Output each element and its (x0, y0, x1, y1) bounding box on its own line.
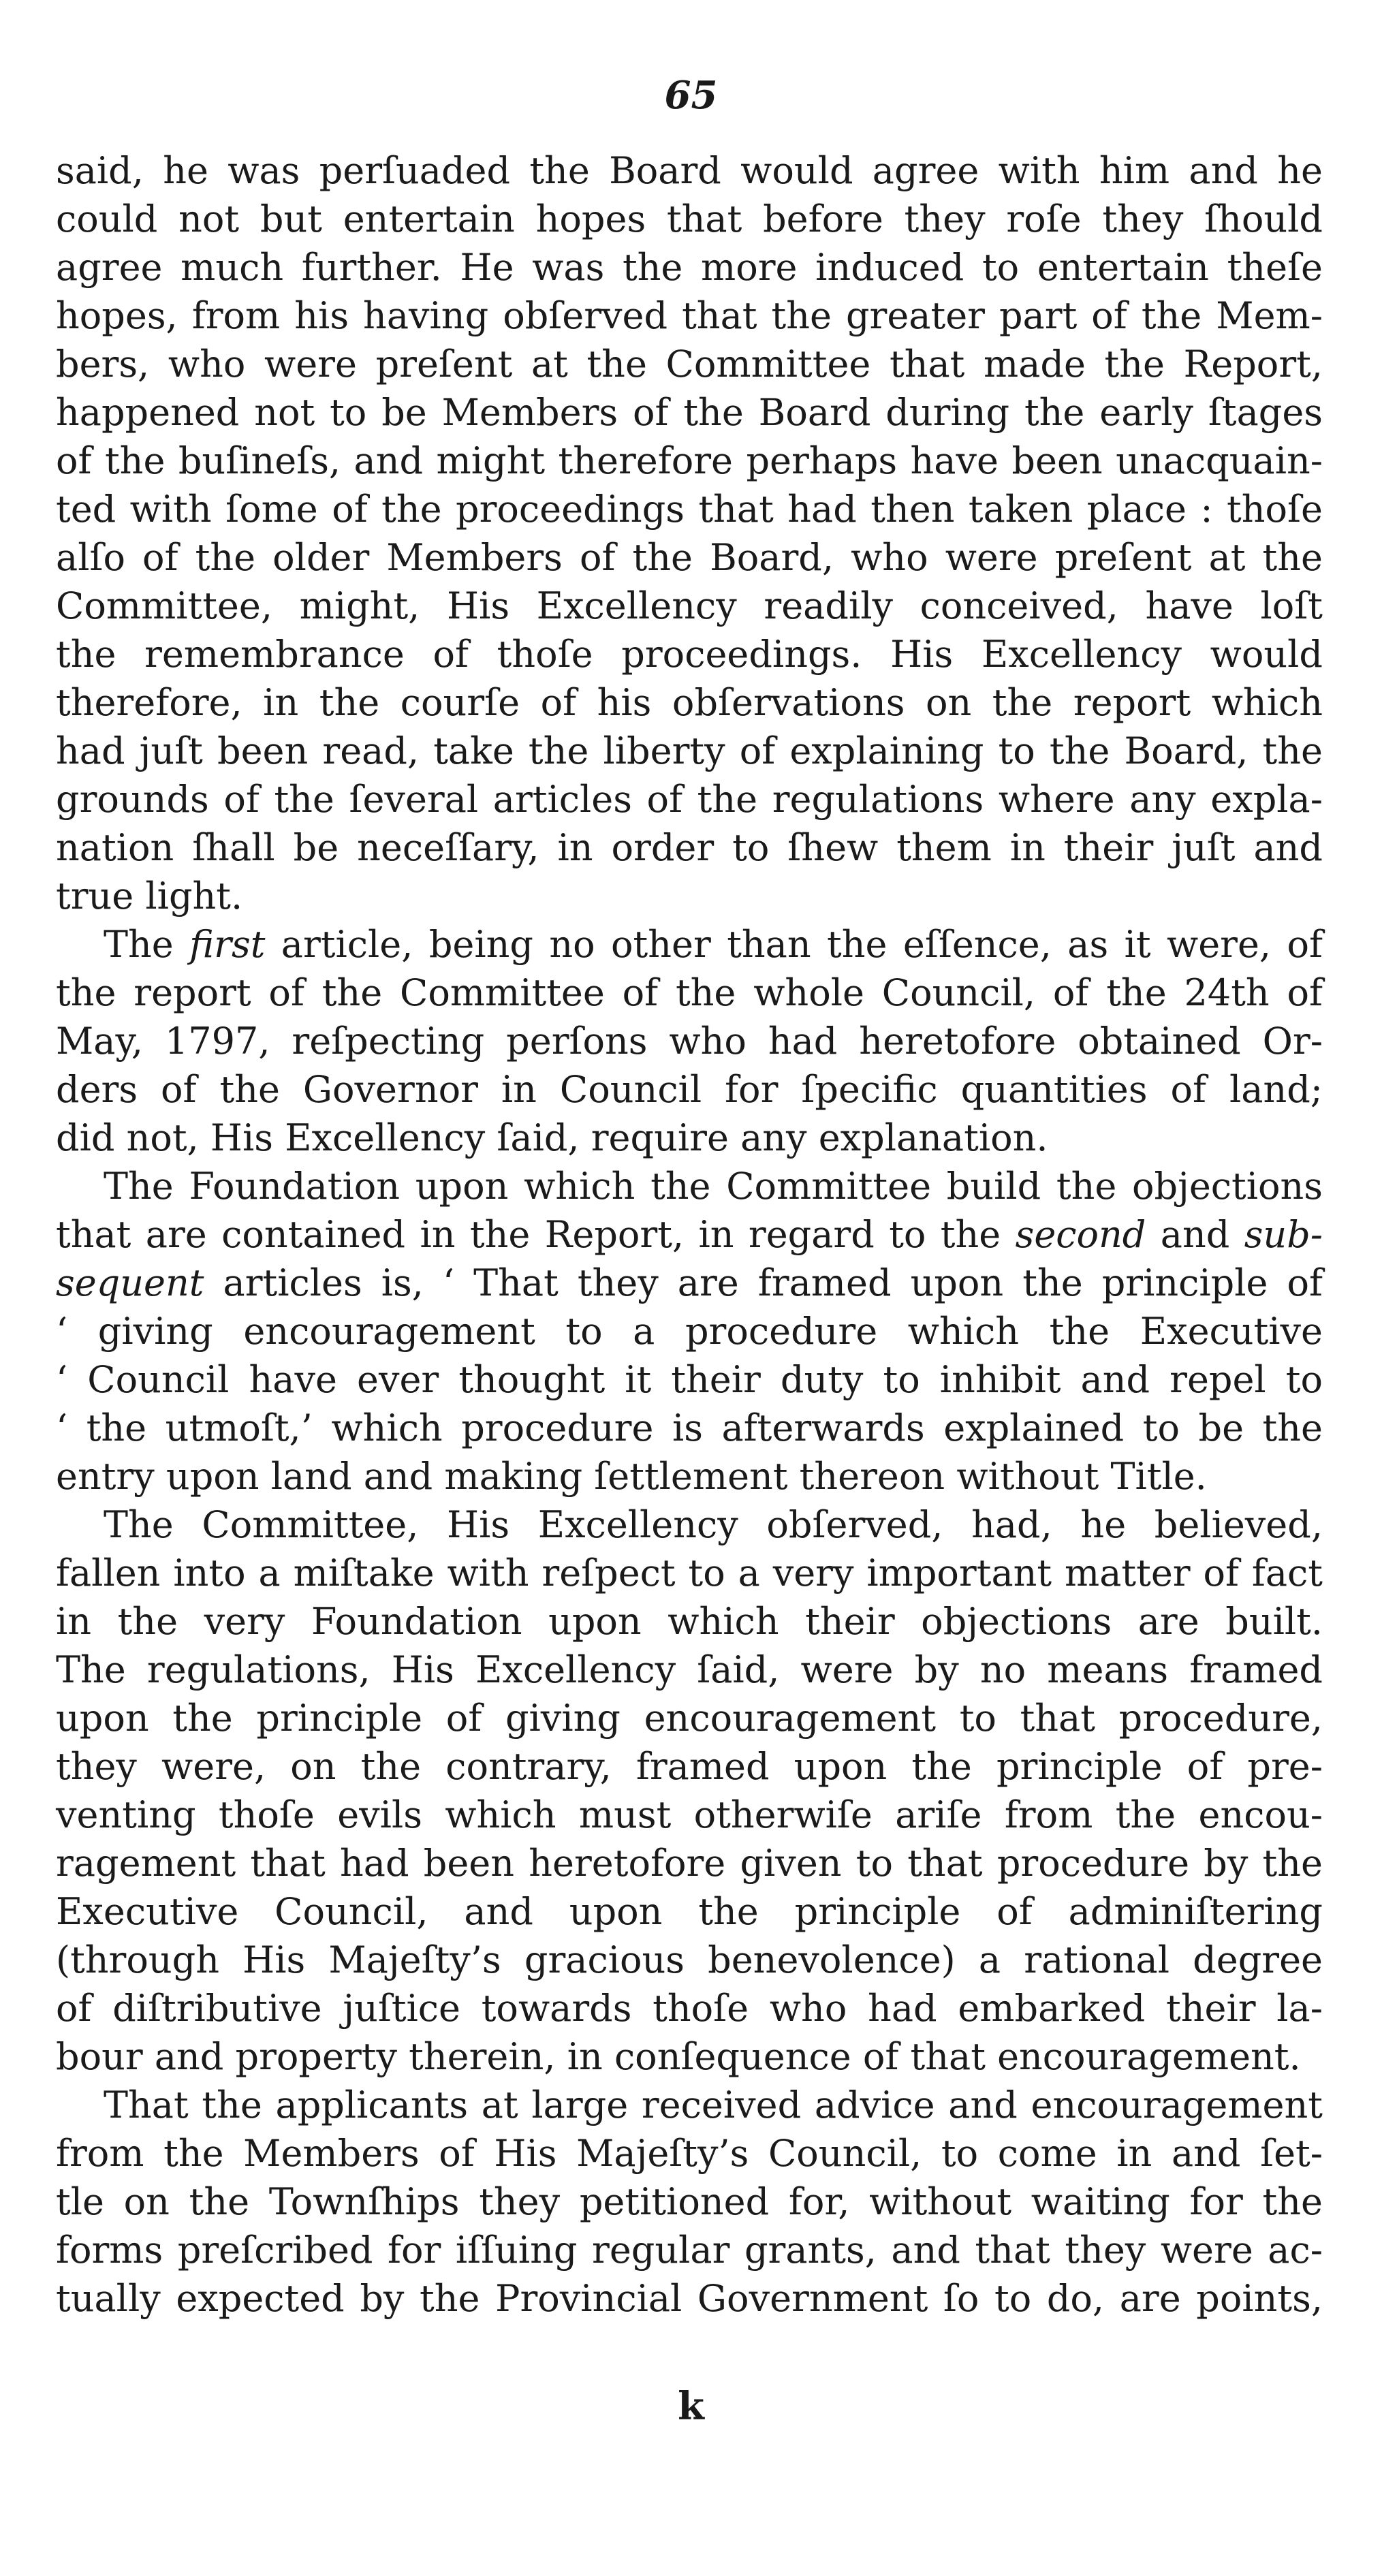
text-line: the remembrance of thoſe proceedings. His Excellency would (56, 633, 1323, 676)
text-line: ted with ſome of the proceedings that had then taken place : thoſe (56, 488, 1323, 531)
paragraph-2 (56, 920, 1323, 1162)
text-line: hopes, from his having obſerved that the greater part of the Mem- (56, 294, 1323, 337)
text-line: did not, His Excellency ſaid, require any explanation. (56, 1116, 1048, 1159)
text-line: forms preſcribed for iſſuing regular grants, and that they were ac- (56, 2229, 1323, 2272)
text-line: The first article, being no other than the eſſence, as it were, of (104, 923, 1323, 966)
text-line: of the buſineſs, and might therefore perhaps have been unacquain- (56, 439, 1323, 482)
text-line: The regulations, His Excellency ſaid, were by no means framed (56, 1648, 1323, 1691)
paragraph-1 (56, 146, 1323, 920)
text-line: could not but entertain hopes that before they roſe they ſhould (56, 198, 1323, 240)
text-line: The Foundation upon which the Committee build the objections (104, 1165, 1323, 1208)
text-line: Committee, might, His Excellency readily conceived, have loſt (56, 584, 1323, 627)
text-line: bers, who were preſent at the Committee that made the Report, (56, 343, 1323, 386)
body-text (56, 146, 1323, 2323)
page-number: 65 (664, 73, 718, 118)
text-line: had juſt been read, take the liberty of explaining to the Board, the (56, 729, 1323, 772)
text-line: they were, on the contrary, framed upon the principle of pre- (56, 1745, 1323, 1788)
text-line: venting thoſe evils which must otherwiſe ariſe from the encou- (56, 1793, 1323, 1836)
text-line: entry upon land and making ſettlement thereon without Title. (56, 1455, 1207, 1498)
signature-mark: k (678, 2384, 704, 2429)
text-line: therefore, in the courſe of his obſervations on the report which (56, 681, 1323, 724)
text-line: that are contained in the Report, in regard to the second and sub- (56, 1213, 1323, 1256)
text-line: ‘ Council have ever thought it their duty to inhibit and repel to (56, 1358, 1323, 1401)
paragraph-4 (56, 1501, 1323, 2081)
text-line: in the very Foundation upon which their objections are built. (56, 1600, 1323, 1643)
text-line: fallen into a miſtake with reſpect to a very important matter of fact (56, 1552, 1323, 1595)
text-line: ders of the Governor in Council for ſpecific quantities of land; (56, 1068, 1323, 1111)
text-line: Executive Council, and upon the principle of adminiſtering (56, 1890, 1323, 1933)
text-line: sequent articles is, ‘ That they are framed upon the principle of (56, 1261, 1323, 1304)
text-line: tle on the Townſhips they petitioned for, without waiting for the (56, 2180, 1323, 2223)
text-line: nation ſhall be neceſſary, in order to ſhew them in their juſt and (56, 826, 1323, 869)
text-line: That the applicants at large received advice and encouragement (104, 2084, 1323, 2126)
text-line: ragement that had been heretofore given to that procedure by the (56, 1842, 1323, 1885)
text-line: from the Members of His Majeſty’s Council, to come in and ſet- (56, 2132, 1323, 2175)
text-line: said, he was perſuaded the Board would agree with him and he (56, 149, 1323, 192)
text-line: The Committee, His Excellency obſerved, had, he believed, (104, 1503, 1323, 1546)
text-line: agree much further. He was the more induced to entertain theſe (56, 246, 1323, 289)
text-line: bour and property therein, in conſequence of that encouragement. (56, 2035, 1301, 2078)
text-line: ‘ the utmoſt,’ which procedure is afterwards explained to be the (56, 1407, 1323, 1449)
text-line: (through His Majeſty’s gracious benevolence) a rational degree (56, 1938, 1323, 1981)
text-line: alſo of the older Members of the Board, who were preſent at the (56, 536, 1323, 579)
text-line: of diſtributive juſtice towards thoſe who had embarked their la- (56, 1987, 1323, 2030)
text-line: happened not to be Members of the Board during the early ſtages (56, 391, 1323, 434)
text-line: tually expected by the Provincial Government ſo to do, are points, (56, 2277, 1323, 2320)
text-line: ‘ giving encouragement to a procedure which the Executive (56, 1310, 1323, 1353)
text-line: upon the principle of giving encouragement to that procedure, (56, 1697, 1323, 1740)
text-line: grounds of the ſeveral articles of the regulations where any expla- (56, 778, 1323, 821)
text-line: May, 1797, reſpecting perſons who had heretofore obtained Or- (56, 1020, 1323, 1063)
text-line: the report of the Committee of the whole Council, of the 24th of (56, 971, 1323, 1014)
paragraph-5 (56, 2081, 1323, 2323)
paragraph-3 (56, 1162, 1323, 1501)
text-line: true light. (56, 875, 243, 917)
